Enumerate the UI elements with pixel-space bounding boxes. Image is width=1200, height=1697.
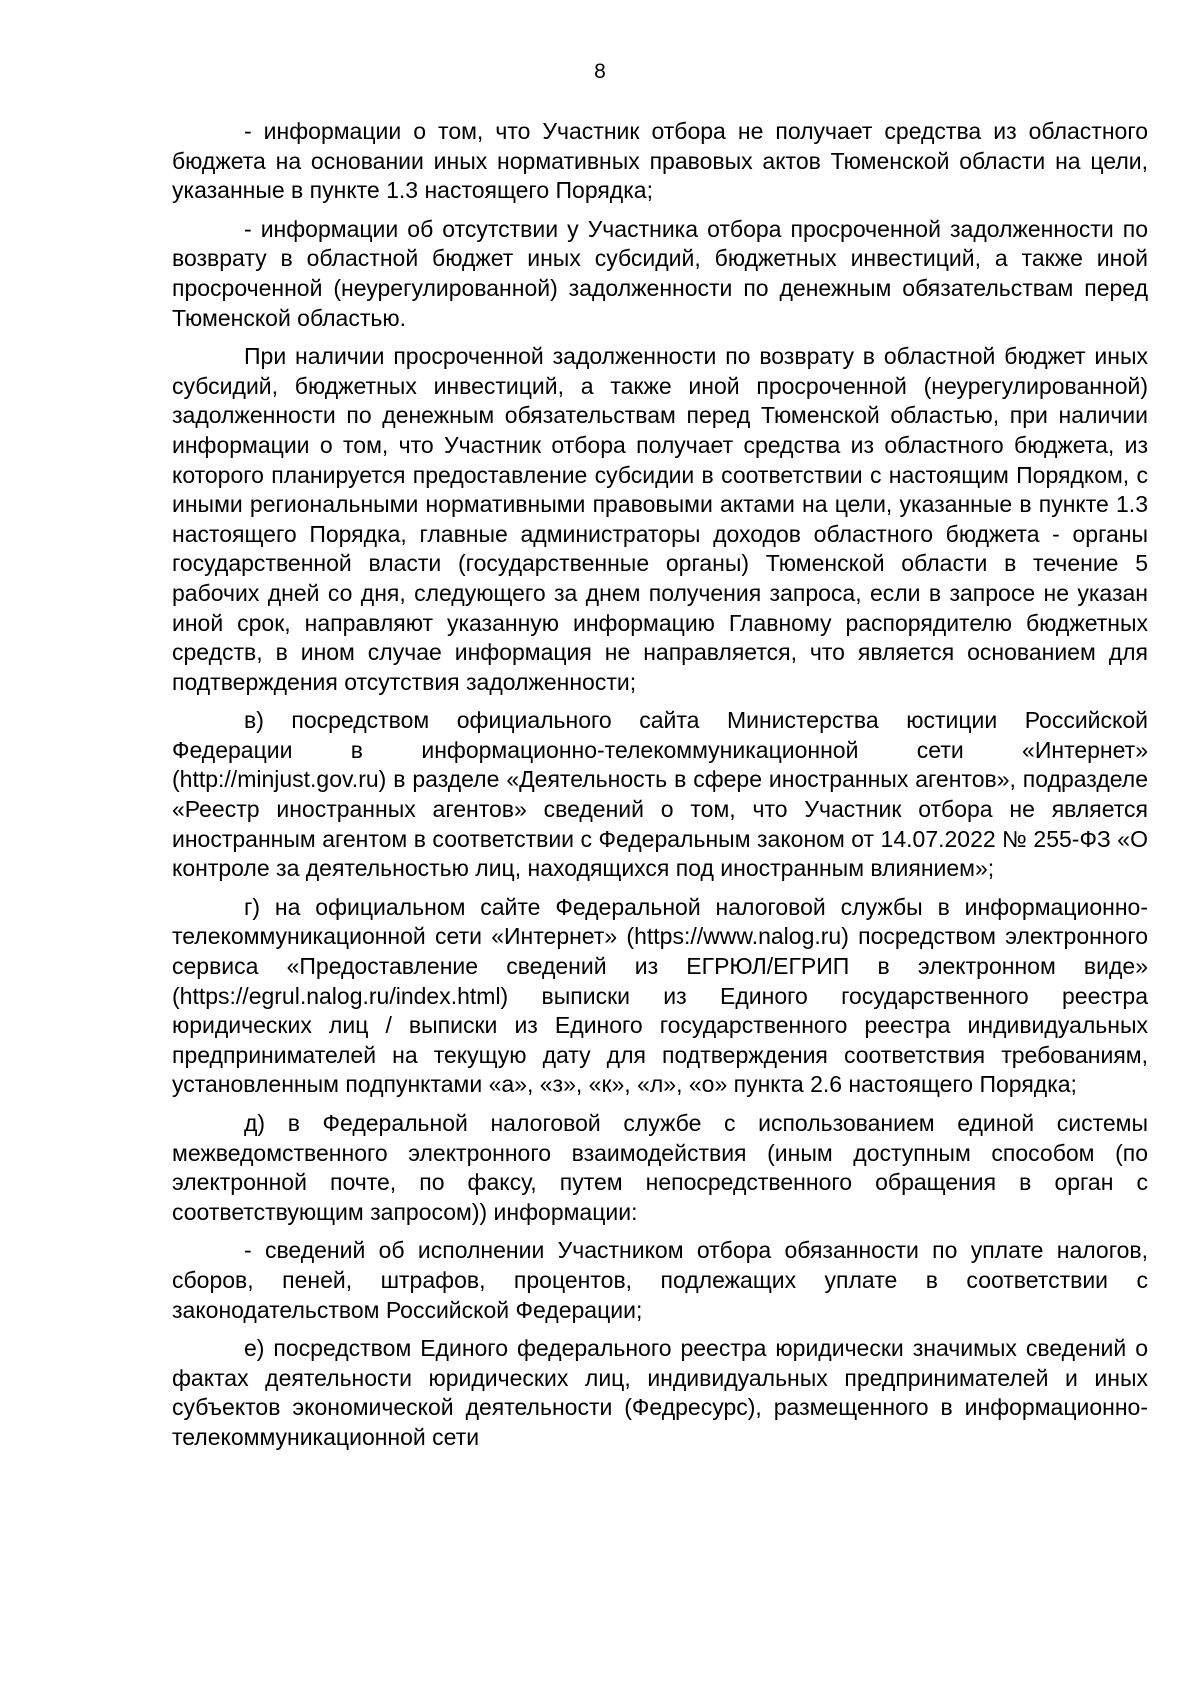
paragraph-fedresurs: е) посредством Единого федерального реестра юридически значимых сведений о фактах деятельности юридических лиц, индивидуальных предпринимателей и иных субъектов экономической деятельности (Федресурс), размещенного в информационно-телекоммуникационной сети — [172, 1335, 1148, 1450]
paragraph-regional-funds-info: - информации о том, что Участник отбора не получает средства из областного бюджета на основании иных нормативных правовых актов Тюменской области на цели, указанные в пункте 1.3 настоящего Порядка; — [172, 118, 1148, 204]
page-number: 8 — [594, 60, 606, 83]
paragraph-foreign-agents-check: в) посредством официального сайта Министерства юстиции Российской Федерации в информационно-телекоммуникационной сети «Интернет» (http://minjust.gov.ru) в разделе «Деятельность в сфере иностранных агентов», подразделе «Реестр иностранных агентов» сведений о том, что Участник отбора не является иностранным агентом в соответствии с Федеральным законом от 14.07.2022 № 255-ФЗ «О контроле за деятельностью лиц, находящихся под иностранным влиянием»; — [172, 707, 1148, 882]
paragraph-egrul-extract: г) на официальном сайте Федеральной налоговой службы в информационно-телекоммуникационной сети «Интернет» (https://www.nalog.ru) посредством электронного сервиса «Предоставление сведений из ЕГРЮЛ/ЕГРИП в электронном виде» (https://egrul.nalog.ru/index.html) выписки из Единого государственного реестра юридических лиц / выписки из Единого государственного реестра индивидуальных предпринимателей на текущую дату для подтверждения соответствия требованиям, установленным подпунктами «а», «з», «к», «л», «о» пункта 2.6 настоящего Порядка; — [172, 893, 1148, 1098]
paragraph-debt-procedure: При наличии просроченной задолженности по возврату в областной бюджет иных субсидий, бюджетных инвестиций, а также иной просроченной (неурегулированной) задолженности по денежным обязательствам перед Тюменской областью, при наличии информации о том, что Участник отбора получает средства из областного бюджета, из которого планируется предоставление субсидии в соответствии с настоящим Порядком, с иными региональными нормативными правовыми актами на цели, указанные в пункте 1.3 настоящего Порядка, главные администраторы доходов областного бюджета - органы государственной власти (государственные органы) Тюменской области в течение 5 рабочих дней со дня, следующего за днем получения запроса, если в запросе не указан иной срок, направляют указанную информацию Главному распорядителю бюджетных средств, в ином случае информация не направляется, что является основанием для подтверждения отсутствия задолженности; — [172, 343, 1148, 695]
document-body — [172, 117, 1148, 1453]
paragraph-overdue-debt-info: - информации об отсутствии у Участника отбора просроченной задолженности по возврату в областной бюджет иных субсидий, бюджетных инвестиций, а также иной просроченной (неурегулированной) задолженности по денежным обязательствам перед Тюменской областью. — [172, 215, 1148, 331]
paragraph-tax-obligations: - сведений об исполнении Участником отбора обязанности по уплате налогов, сборов, пеней, штрафов, процентов, подлежащих уплате в соответствии с законодательством Российской Федерации; — [172, 1237, 1148, 1323]
paragraph-tax-service-request: д) в Федеральной налоговой службе с использованием единой системы межведомственного электронного взаимодействия (иным доступным способом (по электронной почте, по факсу, путем непосредственного обращения в орган с соответствующим запросом)) информации: — [172, 1110, 1148, 1225]
